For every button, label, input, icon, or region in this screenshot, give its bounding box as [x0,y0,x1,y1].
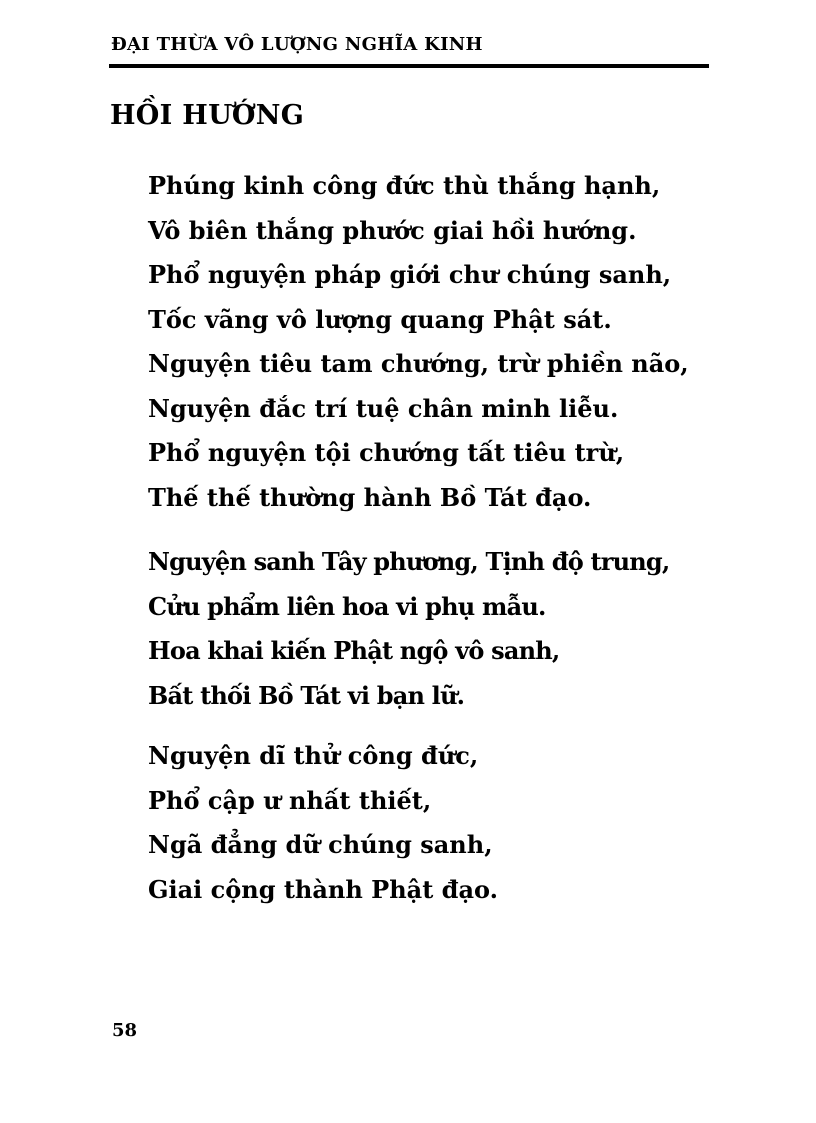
stanza-2 [148,540,669,718]
verse-line: Tốc vãng vô lượng quang Phật sát. [148,304,612,334]
header-rule [109,64,709,68]
verse-line: Ngã đẳng dữ chúng sanh, [148,830,493,859]
page-number: 58 [112,1020,138,1041]
verse-line: Giai cộng thành Phật đạo. [148,874,498,904]
verse-line: Phúng kinh công đức thù thắng hạnh, [148,171,661,200]
running-header: ĐẠI THỪA VÔ LƯỢNG NGHĨA KINH [111,34,483,55]
stanza-3 [148,734,498,912]
verse-line: Nguyện tiêu tam chướng, trừ phiền não, [148,349,689,378]
verse-line: Thế thế thường hành Bồ Tát đạo. [148,482,592,512]
section-title: HỒI HƯỚNG [110,100,305,131]
verse-line: Hoa khai kiến Phật ngộ vô sanh, [148,636,560,665]
verse-line: Nguyện dĩ thử công đức, [148,741,479,770]
verse-line: Phổ cập ư nhất thiết, [148,785,432,815]
verse-line: Vô biên thắng phước giai hồi hướng. [148,215,637,245]
verse-line: Nguyện đắc trí tuệ chân minh liễu. [148,393,619,423]
verse-line: Nguyện sanh Tây phương, Tịnh độ trung, [148,547,670,576]
stanza-1 [148,164,689,520]
verse-line: Cửu phẩm liên hoa vi phụ mẫu. [148,591,546,621]
verse-line: Bất thối Bồ Tát vi bạn lữ. [148,680,465,710]
verse-line: Phổ nguyện pháp giới chư chúng sanh, [148,260,672,289]
verse-line: Phổ nguyện tội chướng tất tiêu trừ, [148,438,625,467]
